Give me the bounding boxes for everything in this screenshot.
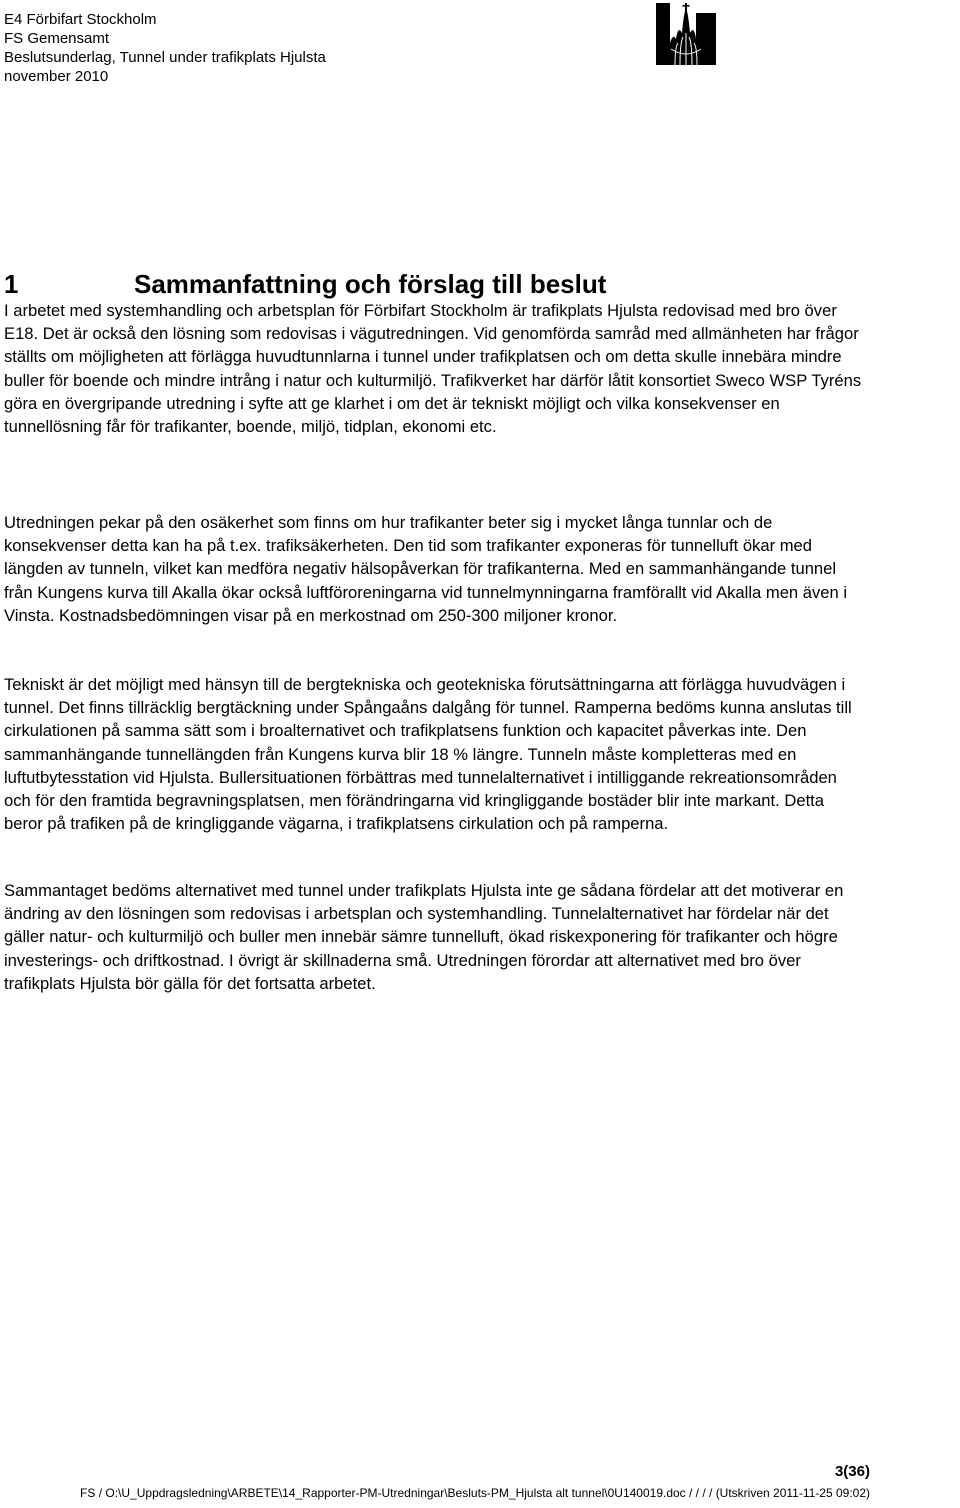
section-title: Sammanfattning och förslag till beslut (134, 269, 607, 299)
header-date: november 2010 (4, 68, 109, 85)
paragraph-conclusion: Sammantaget bedöms alternativet med tunnel under trafikplats Hjulsta inte ge sådana fördelar att det motiverar en ändring av den lösningen som redovisas i arbetsplan och systemhandling. Tunnelalternativet har fördelar när det gäller natur- och kulturmiljö och buller men innebär sämre tunnelluft, ökad riskexponering för trafikanter och högre investerings- och driftkostnad. I övrigt är skillnaderna små. Utredningen förordar att alternativet med bro över trafikplats Hjulsta bör gälla för det fortsatta arbetet. (4, 881, 844, 993)
section-heading (4, 268, 606, 300)
section-number: 1 (4, 269, 19, 299)
header-document-title: Beslutsunderlag, Tunnel under trafikplats Hjulsta (4, 49, 326, 66)
header-project: E4 Förbifart Stockholm (4, 11, 157, 28)
page-number: 3(36) (834, 1463, 870, 1480)
paragraph-uncertainty: Utredningen pekar på den osäkerhet som finns om hur trafikanter beter sig i mycket långa tunnlar och de konsekvenser detta kan ha på t.ex. trafiksäkerheten. Den tid som trafikanter exponeras för tunnelluft ökar med längden av tunneln, vilket kan medföra negativ hälsopåverkan för trafikanterna. Med en sammanhängande tunnel från Kungens kurva till Akalla ökar också luftföroreningarna vid tunnelmynningarna framförallt vid Akalla men även i Vinsta. Kostnadsbedömningen visar på en merkostnad om 250-300 miljoner kronor. (4, 513, 848, 625)
document-header (4, 10, 326, 86)
header-department: FS Gemensamt (4, 30, 110, 47)
paragraph-technical: Tekniskt är det möjligt med hänsyn till de bergtekniska och geotekniska förutsättningarna att förlägga huvudvägen i tunnel. Det finns tillräcklig bergtäckning under Spångaåns dalgång för tunnel. Ramperna bedöms kunna anslutas till cirkulationen på samma sätt som i broalternativet och trafikplatsens funktion och kapacitet påverkas inte. Den sammanhängande tunnellängden från Kungens kurva blir 18 % längre. Tunneln måste kompletteras med en luftutbytesstation vid Hjulsta. Bullersituationen förbättras med tunnelalternativet i intilliggande rekreationsområden och för den framtida begravningsplatsen, men förändringarna vid kringliggande bostäder blir inte markant. Detta beror på trafiken på de kringliggande vägarna, i trafikplatsens cirkulation och på ramperna. (4, 675, 852, 834)
crown-logo-icon (656, 3, 716, 65)
footer-file-path: FS / O:\U_Uppdragsledning\ARBETE\14_Rapporter-PM-Utredningar\Besluts-PM_Hjulsta alt tunnel\0U140019.doc / / / / (Utskriven 2011-11-25 09:02) (80, 1486, 870, 1500)
paragraph-intro: I arbetet med systemhandling och arbetsplan för Förbifart Stockholm är trafikplats Hjulsta redovisad med bro över E18. Det är också den lösning som redovisas i vägutredningen. Vid genomförda samråd med allmänheten har frågor ställts om möjligheten att förlägga huvudtunnlarna i tunnel under trafikplatsen och om detta skulle innebära mindre buller för boende och mindre intrång i natur och kulturmiljö. Trafikverket har därför låtit konsortiet Sweco WSP Tyréns göra en övergripande utredning i syfte att ge klarhet i om det är tekniskt möjligt och vilka konsekvenser en tunnellösning får för trafikanter, boende, miljö, tidplan, ekonomi etc. (4, 301, 862, 437)
